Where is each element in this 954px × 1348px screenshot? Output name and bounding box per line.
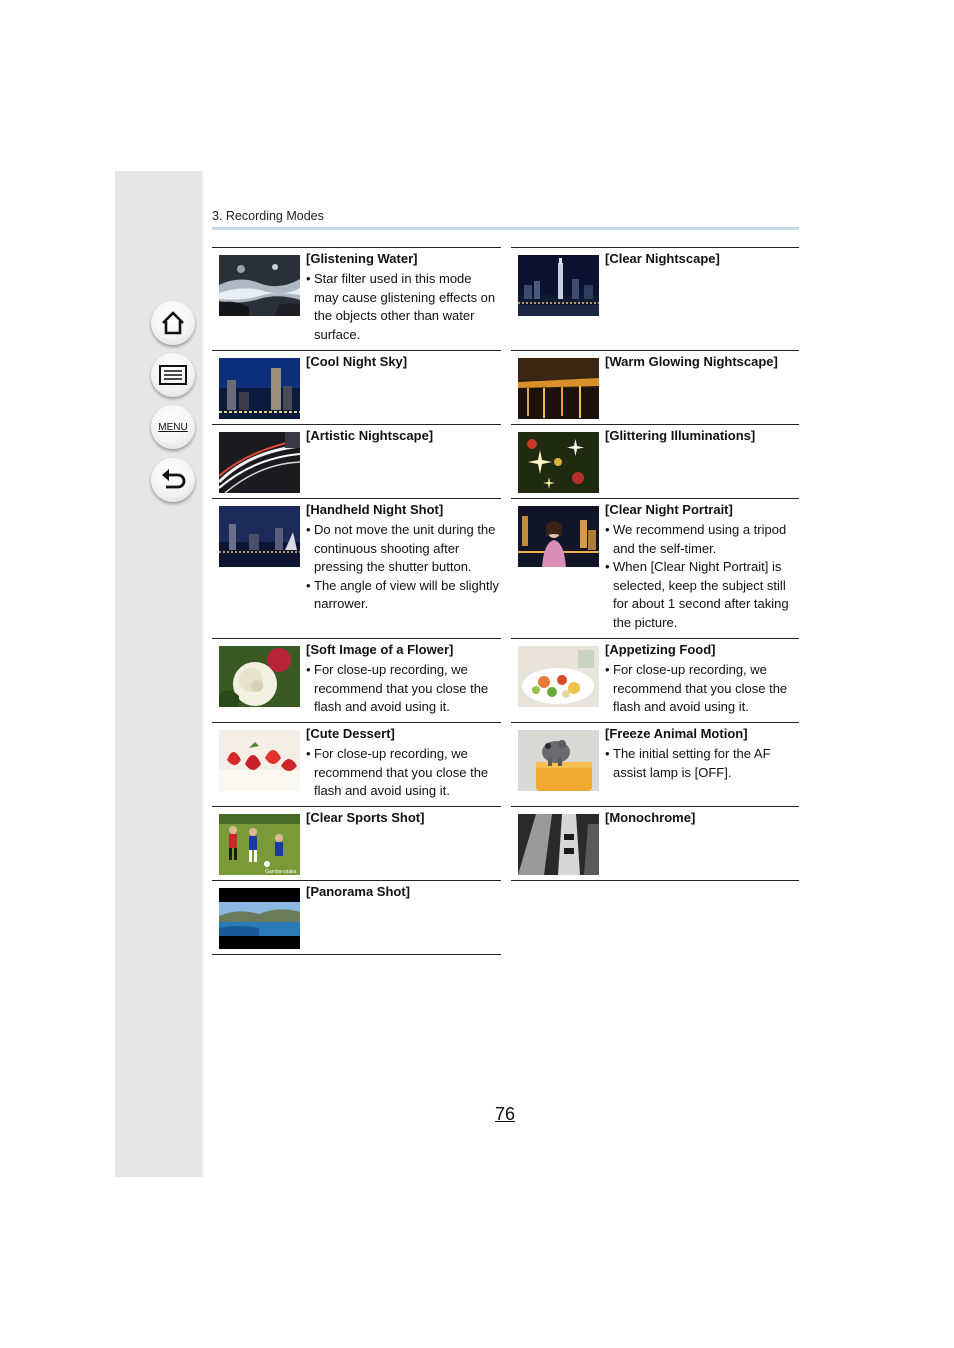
scene-cool-night-sky xyxy=(212,350,501,424)
note-item: • When [Clear Night Portrait] is selected, keep the subject still for about 1 second after taking the picture. xyxy=(605,558,797,632)
scene-monochrome xyxy=(511,806,799,880)
scene-title: [Cool Night Sky] xyxy=(306,354,408,369)
note-item: • For close-up recording, we recommend that you close the flash and avoid using it. xyxy=(306,745,499,801)
scene-thumbnail xyxy=(219,255,300,316)
scene-notes xyxy=(605,661,797,717)
scene-thumbnail xyxy=(518,646,599,707)
scene-clear-nightscape xyxy=(511,247,799,350)
strip-edge xyxy=(202,171,204,1177)
scene-title: [Glittering Illuminations] xyxy=(605,428,756,443)
thumbnail-caption: Gamba-osaka xyxy=(265,869,297,875)
scene-soft-image-of-a-flower xyxy=(212,638,501,722)
scene-notes xyxy=(306,270,499,344)
scene-freeze-animal-motion xyxy=(511,722,799,806)
scene-notes xyxy=(605,745,797,782)
scene-title: [Monochrome] xyxy=(605,810,696,825)
note-item: • Do not move the unit during the continuous shooting after pressing the shutter button. xyxy=(306,521,499,577)
list-icon xyxy=(158,363,188,387)
scene-title: [Warm Glowing Nightscape] xyxy=(605,354,778,369)
note-item: • The initial setting for the AF assist lamp is [OFF]. xyxy=(605,745,797,782)
scene-title: [Artistic Nightscape] xyxy=(306,428,434,443)
page-number: 76 xyxy=(495,1104,516,1124)
scene-title: [Panorama Shot] xyxy=(306,884,411,899)
scene-title: [Clear Night Portrait] xyxy=(605,502,733,517)
scene-appetizing-food xyxy=(511,638,799,722)
scene-cute-dessert xyxy=(212,722,501,806)
grid-bottom-rule-left xyxy=(212,954,501,955)
scene-title: [Appetizing Food] xyxy=(605,642,716,657)
contents-button[interactable] xyxy=(151,353,195,397)
scene-title: [Clear Nightscape] xyxy=(605,251,720,266)
scene-handheld-night-shot xyxy=(212,498,501,638)
scene-thumbnail xyxy=(219,432,300,493)
scene-thumbnail xyxy=(518,358,599,419)
home-icon xyxy=(159,309,187,337)
note-item: • The angle of view will be slightly narrower. xyxy=(306,577,499,614)
scene-thumbnail xyxy=(518,506,599,567)
scene-notes xyxy=(306,521,499,614)
scene-title: [Handheld Night Shot] xyxy=(306,502,444,517)
scene-clear-sports-shot xyxy=(212,806,501,880)
scene-title: [Soft Image of a Flower] xyxy=(306,642,454,657)
home-button[interactable] xyxy=(151,301,195,345)
scene-thumbnail xyxy=(219,730,300,791)
scene-title: [Cute Dessert] xyxy=(306,726,395,741)
scene-thumbnail xyxy=(518,730,599,791)
grid-bottom-rule-right xyxy=(511,880,799,881)
back-icon xyxy=(158,467,188,493)
scene-warm-glowing-nightscape xyxy=(511,350,799,424)
note-item: • Star filter used in this mode may cause glistening effects on the objects other than water surface. xyxy=(306,270,499,344)
scene-notes xyxy=(306,745,499,801)
menu-button[interactable] xyxy=(151,405,195,449)
menu-label: MENU xyxy=(158,421,188,433)
scene-notes xyxy=(605,521,797,633)
scene-panorama-shot xyxy=(212,880,501,954)
scene-thumbnail xyxy=(518,814,599,875)
scene-thumbnail xyxy=(518,255,599,316)
scene-thumbnail xyxy=(219,888,300,949)
note-item: • For close-up recording, we recommend that you close the flash and avoid using it. xyxy=(306,661,499,717)
scene-title: [Clear Sports Shot] xyxy=(306,810,425,825)
scene-title: [Freeze Animal Motion] xyxy=(605,726,748,741)
note-item: • We recommend using a tripod and the self-timer. xyxy=(605,521,797,558)
note-item: • For close-up recording, we recommend that you close the flash and avoid using it. xyxy=(605,661,797,717)
scene-thumbnail xyxy=(219,358,300,419)
header-rule xyxy=(212,227,799,230)
breadcrumb: 3. Recording Modes xyxy=(212,209,324,223)
scene-clear-night-portrait xyxy=(511,498,799,638)
scene-notes xyxy=(306,661,499,717)
back-button[interactable] xyxy=(151,458,195,502)
scene-thumbnail xyxy=(518,432,599,493)
scene-thumbnail xyxy=(219,814,300,875)
scene-thumbnail xyxy=(219,506,300,567)
scene-thumbnail xyxy=(219,646,300,707)
scene-artistic-nightscape xyxy=(212,424,501,498)
scene-glittering-illuminations xyxy=(511,424,799,498)
scene-title: [Glistening Water] xyxy=(306,251,418,266)
scene-glistening-water xyxy=(212,247,501,350)
